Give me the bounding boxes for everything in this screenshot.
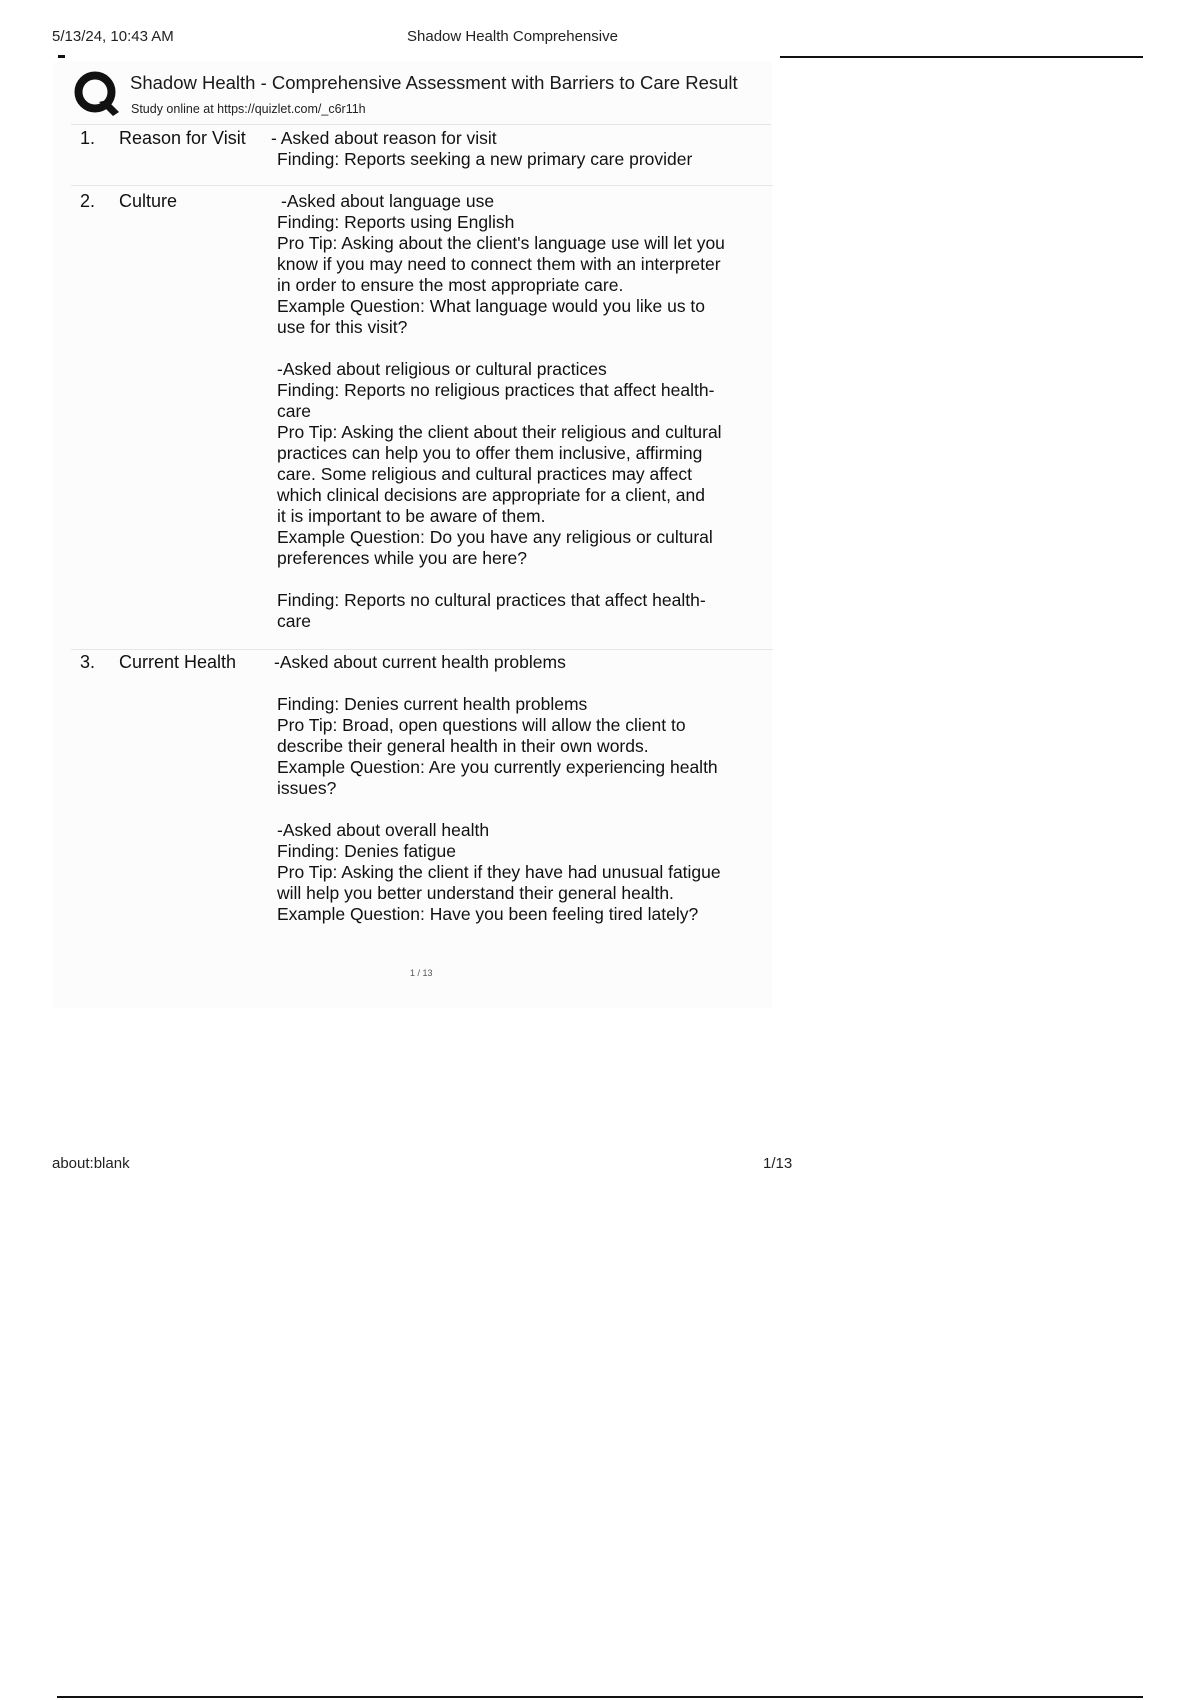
quizlet-q-logo-icon [73,68,121,124]
definition-line: which clinical decisions are appropriate for a client, and [277,485,706,505]
print-footer-url: about:blank [52,1155,130,1172]
document-subtitle: Study online at https://quizlet.com/_c6r11h [131,102,366,116]
definition-line: Example Question: Have you been feeling tired lately? [277,904,699,924]
blank-line [274,673,834,694]
blank-line [274,799,834,820]
definition-line: issues? [277,778,337,798]
definition-line: use for this visit? [277,317,408,337]
definition-line: -Asked about overall health [277,820,490,840]
definition-line: care. Some religious and cultural practices may affect [277,464,693,484]
item-term: Current Health [119,652,237,672]
definition-line: Example Question: What language would you like us to [277,296,706,316]
definition-line: care [277,401,312,421]
definition-line: preferences while you are here? [277,548,528,568]
list-item [71,128,773,184]
document-title: Shadow Health - Comprehensive Assessment with Barriers to Care Result [130,72,738,93]
title-divider [71,124,771,125]
definition-line: Pro Tip: Asking about the client's language use will let you [277,233,725,253]
definition-line: practices can help you to offer them inclusive, affirming [277,443,703,463]
definition-line: Finding: Reports no cultural practices that affect health- [277,590,706,610]
list-item [71,649,773,940]
definition-line: Pro Tip: Asking the client if they have had unusual fatigue [277,862,721,882]
item-number: 1. [80,128,96,148]
definition-line: -Asked about religious or cultural practices [277,359,607,379]
definition-line: describe their general health in their own words. [277,736,649,756]
blank-line [277,569,837,590]
header-tick-mark [58,55,65,58]
definition-line: Finding: Denies current health problems [277,694,588,714]
item-definition [277,191,837,632]
item-term: Culture [119,191,178,211]
definition-line: Finding: Reports using English [277,212,515,232]
definition-line: it is important to be aware of them. [277,506,546,526]
print-date: 5/13/24, 10:43 AM [52,28,174,45]
item-term: Reason for Visit [119,128,246,148]
definition-line: Finding: Reports no religious practices that affect health- [277,380,715,400]
definition-line: Finding: Denies fatigue [277,841,456,861]
print-footer-page: 1/13 [763,1155,793,1172]
print-header-title: Shadow Health Comprehensive [407,28,618,45]
definition-line: Example Question: Do you have any religious or cultural [277,527,713,547]
definition-line: Pro Tip: Broad, open questions will allow the client to [277,715,686,735]
definition-line: will help you better understand their general health. [277,883,674,903]
page-indicator: 1 / 13 [410,968,433,978]
definition-line: care [277,611,312,631]
item-definition [274,652,834,925]
item-number: 3. [80,652,96,672]
item-definition [271,128,831,170]
definition-line: -Asked about current health problems [274,652,566,672]
definition-line: know if you may need to connect them with an interpreter [277,254,721,274]
header-rule [780,56,1143,58]
definition-line: Example Question: Are you currently experiencing health [277,757,718,777]
definition-line: - Asked about reason for visit [271,128,497,148]
blank-line [277,338,837,359]
item-number: 2. [80,191,96,211]
definition-line: -Asked about language use [281,191,495,211]
list-item [71,185,773,649]
footer-rule [57,1696,1143,1698]
definition-line: Pro Tip: Asking the client about their religious and cultural [277,422,722,442]
definition-line: Finding: Reports seeking a new primary care provider [277,149,693,169]
definition-line: in order to ensure the most appropriate care. [277,275,624,295]
